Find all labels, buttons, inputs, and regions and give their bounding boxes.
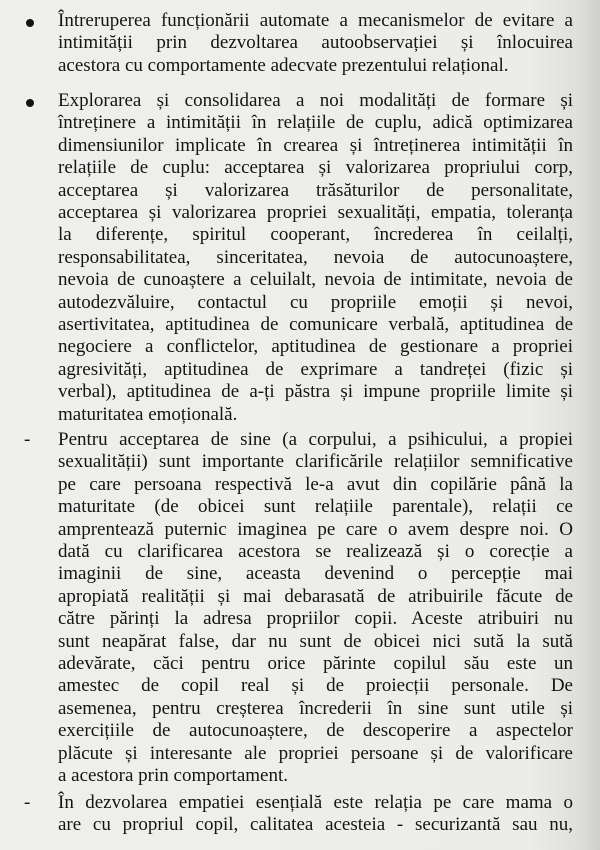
text-line: apropiată realității și mai debarasată de atribuirile făcute de [58, 585, 573, 607]
bullet-marker [26, 19, 34, 27]
text-line: acestora cu comportamente adecvate prezentului relațional. [58, 54, 509, 76]
text-line: responsabilitatea, sinceritatea, nevoia de autocunoaștere, [58, 246, 573, 268]
text-line: acceptarea și valorizarea propriei sexualități, empatia, toleranța [58, 202, 573, 223]
text-line: la diferențe, spiritul cooperant, încrederea în ceilalți, [58, 224, 573, 246]
text-line: În dezvolarea empatiei esențială este relația pe care mama o [58, 792, 573, 813]
text-line: negociere a conflictelor, aptitudinea de gestionare a propriei [58, 336, 573, 358]
text-line: adevărate, căci pentru orice părinte copilul său este un [58, 653, 573, 674]
text-line: maturitatea emoțională. [58, 403, 238, 425]
text-line: asertivitatea, aptitudinea de comunicare verbală, aptitudinea de [58, 314, 573, 335]
dash-marker: - [24, 429, 31, 450]
text-line: sunt neapărat false, dar nu sunt de obicei nici sută la sută [58, 630, 573, 652]
text-line: nevoia de cunoaștere a celuilalt, nevoia de intimitate, nevoia de [58, 269, 573, 291]
text-line: agresivități, aptitudinea de exprimare a tandreței (fizic și [58, 358, 573, 380]
text-line: autodezvăluire, contactul cu propriile emoții și nevoi, [58, 291, 573, 313]
text-line: dimensiunilor implicate în crearea și întreținerea intimității în [58, 134, 573, 156]
dash-marker: - [24, 792, 31, 813]
text-line: pe care persoana respectivă le-a avut din copilărie până la [58, 473, 573, 495]
page-edge-shadow [578, 0, 600, 850]
text-line: a acestora prin comportament. [58, 765, 289, 786]
text-line: amprentează puternic imaginea pe care o avem despre noi. O [58, 518, 573, 540]
text-line: asemenea, pentru creșterea încrederii în sine sunt utile și [58, 697, 573, 719]
text-line: Întreruperea funcționării automate a mecanismelor de evitare a [58, 10, 573, 31]
text-line: are cu propriul copil, calitatea acesteia - securizantă sau nu, [58, 814, 573, 836]
bullet-marker [26, 99, 34, 107]
text-line: maturitate (de obicei sunt relațiile parentale), relații ce [58, 496, 573, 518]
text-line: către părinți la adresa propriilor copii. Aceste atribuiri nu [58, 608, 573, 630]
text-line: imaginii de sine, aceasta devenind o percepție mai [58, 563, 573, 585]
text-line: dată cu clarificarea acestora se realizează și o corecție a [58, 541, 573, 562]
text-line: amestec de copil real și de proiecții personale. De [58, 675, 573, 697]
text-line: sexualității) sunt importante clarificările relațiilor semnificative [58, 451, 573, 473]
text-line: plăcute și interesante ale propriei persoane și de valorificare [58, 742, 573, 764]
text-line: verbal), aptitudinea de a-ți păstra și impune propriile limite și [58, 381, 573, 403]
text-line: Explorarea și consolidarea a noi modalități de formare și [58, 90, 573, 111]
text-line: acceptarea și valorizarea trăsăturilor de personalitate, [58, 179, 573, 201]
text-line: relațiile de cuplu: acceptarea și valorizarea propriului corp, [58, 157, 573, 179]
text-line: întreținere a intimității în relațiile de cuplu, adică optimizarea [58, 112, 573, 134]
text-line: exercițiile de autocunoaștere, de descoperire a aspectelor [58, 720, 573, 742]
text-line: intimității prin dezvoltarea autoobservației și înlocuirea [58, 32, 573, 54]
text-line: Pentru acceptarea de sine (a corpului, a psihicului, a propiei [58, 429, 573, 450]
